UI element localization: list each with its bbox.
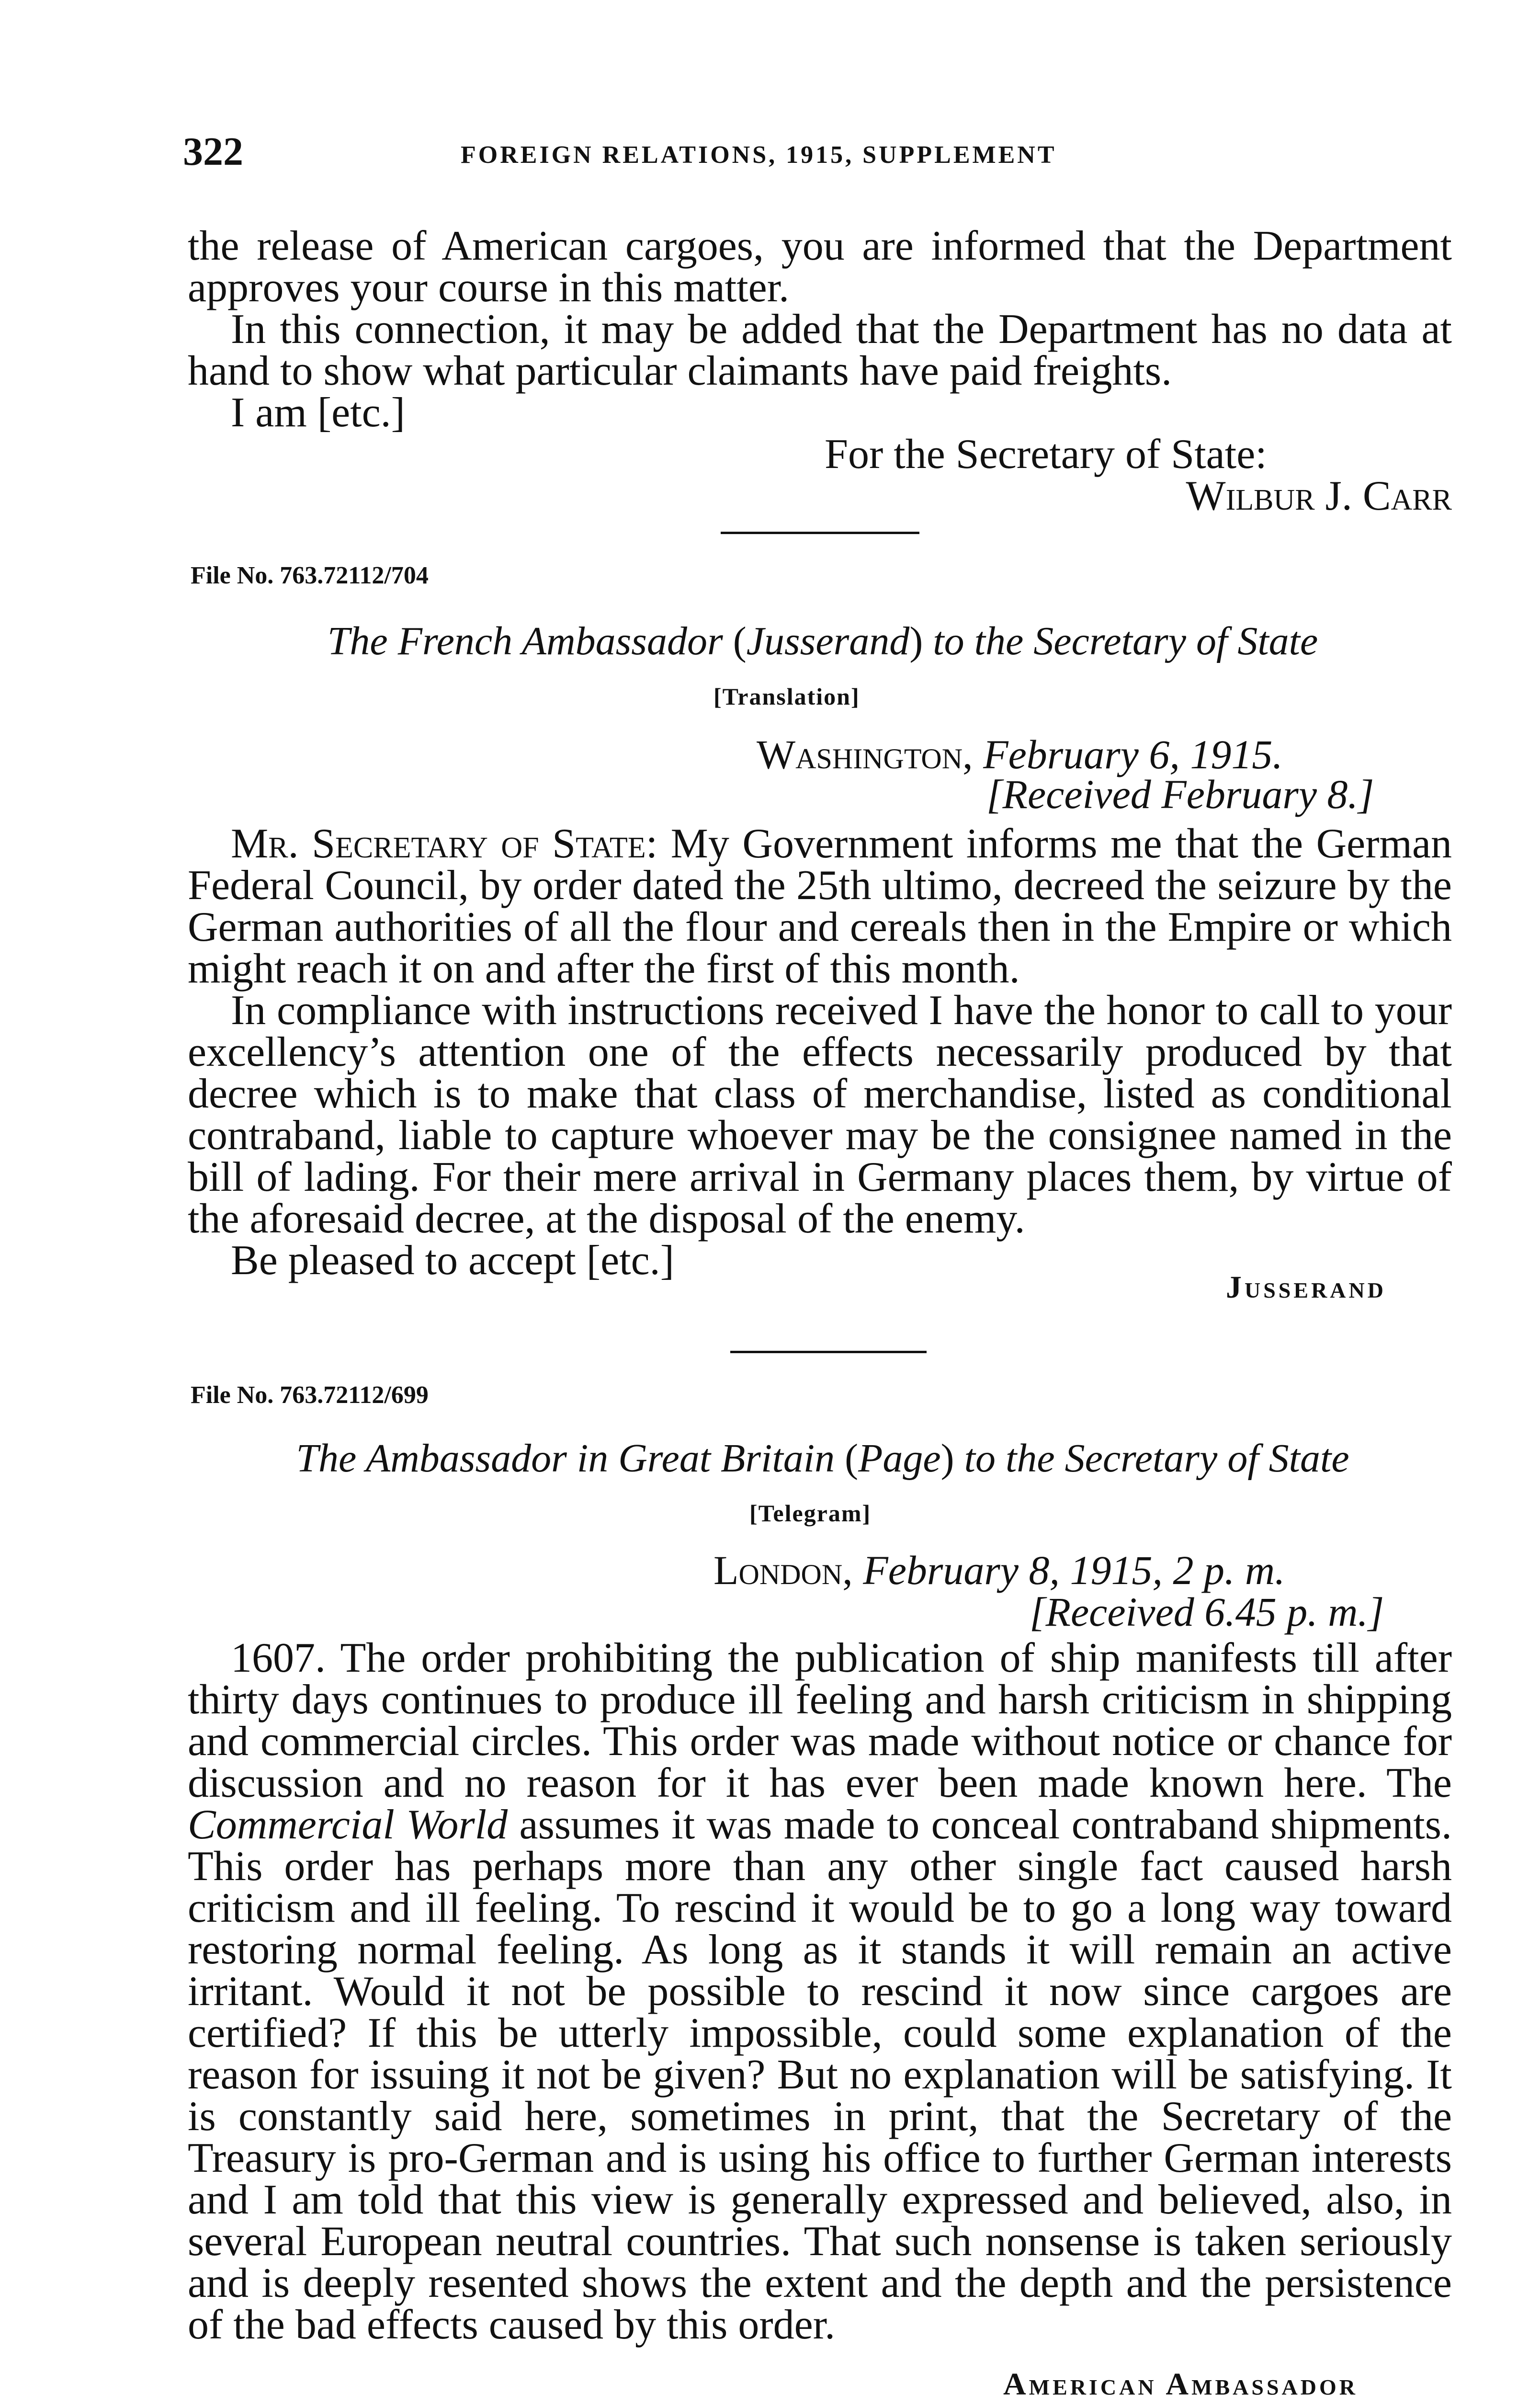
heading-name: Page [858, 1436, 941, 1481]
salutation: Mr. Secretary of State [231, 821, 646, 867]
dateline: London, February 8, 1915, 2 p. m. [713, 1547, 1285, 1593]
dateline-place: Washington [757, 731, 963, 777]
heading-sender: The Ambassador in Great Britain [296, 1436, 835, 1481]
telegram-body-part-2: assumes it was made to conceal contraband shipments. This order has perhaps more than any other single fact caused harsh criticism and ill feeling. To rescind it would be to go a long way toward restoring normal feeling. As long as it stands it will remain an active irritant. Would it not be possible to rescind it now since cargoes are certified? If this be utterly impossible, could some explanation of the reason for issuing it not be given? But no explanation will be satisfying. It is constantly said here, sometimes in print, that the Secretary of the Treasury is pro-German and is using his office to further German interests and I am told that this view is generally expressed and believed, also, in several European neutral countries. That such nonsense is taken seriously and is deeply resented shows the extent and the depth and the persistence of the bad effects caused by this order. [188, 1802, 1452, 2348]
section-divider [730, 1351, 927, 1353]
dateline-date: February 6, 1915. [983, 731, 1283, 777]
translation-label: [Translation] [713, 683, 860, 710]
jusserand-paragraph-1: Mr. Secretary of State: My Government informs me that the German Federal Council, by order dated the 25th ultimo, decreed the seizure by the German authorities of all the flour and cereals then in the Empire or which might reach it on and after the first of this month. [188, 821, 1452, 992]
dateline-date: February 8, 1915, 2 p. m. [863, 1547, 1285, 1593]
heading-name: Jusserand [746, 619, 910, 663]
dateline: Washington, February 6, 1915. [757, 731, 1283, 777]
heading-sender: The French Ambassador [327, 619, 723, 663]
jusserand-paragraph-2: In compliance with instructions received I have the honor to call to your excellency’s attention one of the effects necessarily produced by that decree which is to make that class of merchandise, listed as conditional contraband, liable to capture whoever may be the consignee named in the bill of lading. For their mere arrival in Germany places them, by virtue of the aforesaid decree, at the disposal of the enemy. [188, 987, 1452, 1242]
dateline-place: London [713, 1547, 843, 1593]
carr-signer: Wilbur J. Carr [1186, 473, 1452, 519]
page-number: 322 [183, 129, 243, 174]
heading-rest: to the Secretary of State [964, 1436, 1349, 1481]
file-number: File No. 763.72112/704 [191, 562, 429, 589]
jusserand-paragraph-1-text: My Government informs me that the German Federal Council, by order dated the 25th ultimo, decreed the seizure by the German authorities of all the flour and cereals then in the Empire or which might reach it on and after the first of this month. [188, 821, 1452, 992]
carr-letter [188, 225, 1452, 517]
running-title: FOREIGN RELATIONS, 1915, SUPPLEMENT [461, 141, 1057, 169]
carr-signature-line: For the Secretary of State: [825, 431, 1267, 478]
telegram-signature: American Ambassador [1003, 2367, 1358, 2395]
document-heading: The Ambassador in Great Britain (Page) to the Secretary of State [296, 1436, 1349, 1481]
page-telegram [188, 1637, 1452, 2346]
publication-title: Commercial World [188, 1802, 508, 1848]
telegram-body-part-1: 1607. The order prohibiting the publication of ship manifests till after thirty days continues to produce ill feeling and harsh criticism in shipping and commercial circles. This order was made without notice or chance for discussion and no reason for it has ever been made known here. The [188, 1635, 1452, 1806]
carr-continuation: the release of American cargoes, you are informed that the Department approves your course in this matter. [188, 223, 1452, 311]
received-date: [Received 6.45 p. m.] [1030, 1589, 1384, 1635]
jusserand-closing: Be pleased to accept [etc.] [231, 1237, 674, 1284]
file-number: File No. 763.72112/699 [191, 1381, 429, 1409]
jusserand-letter [188, 821, 1452, 1284]
received-date: [Received February 8.] [986, 771, 1374, 817]
telegram-label: [Telegram] [749, 1500, 872, 1527]
section-divider [721, 532, 919, 534]
heading-rest: to the Secretary of State [933, 619, 1318, 663]
document-heading: The French Ambassador (Jusserand) to the Secretary of State [327, 619, 1318, 663]
jusserand-signature: Jusserand [1226, 1270, 1386, 1305]
carr-paragraph: In this connection, it may be added that the Department has no data at hand to show what particular claimants have paid freights. [188, 306, 1452, 394]
telegram-body [188, 1637, 1452, 2346]
page-header [183, 128, 1452, 186]
carr-closing: I am [etc.] [231, 389, 405, 436]
